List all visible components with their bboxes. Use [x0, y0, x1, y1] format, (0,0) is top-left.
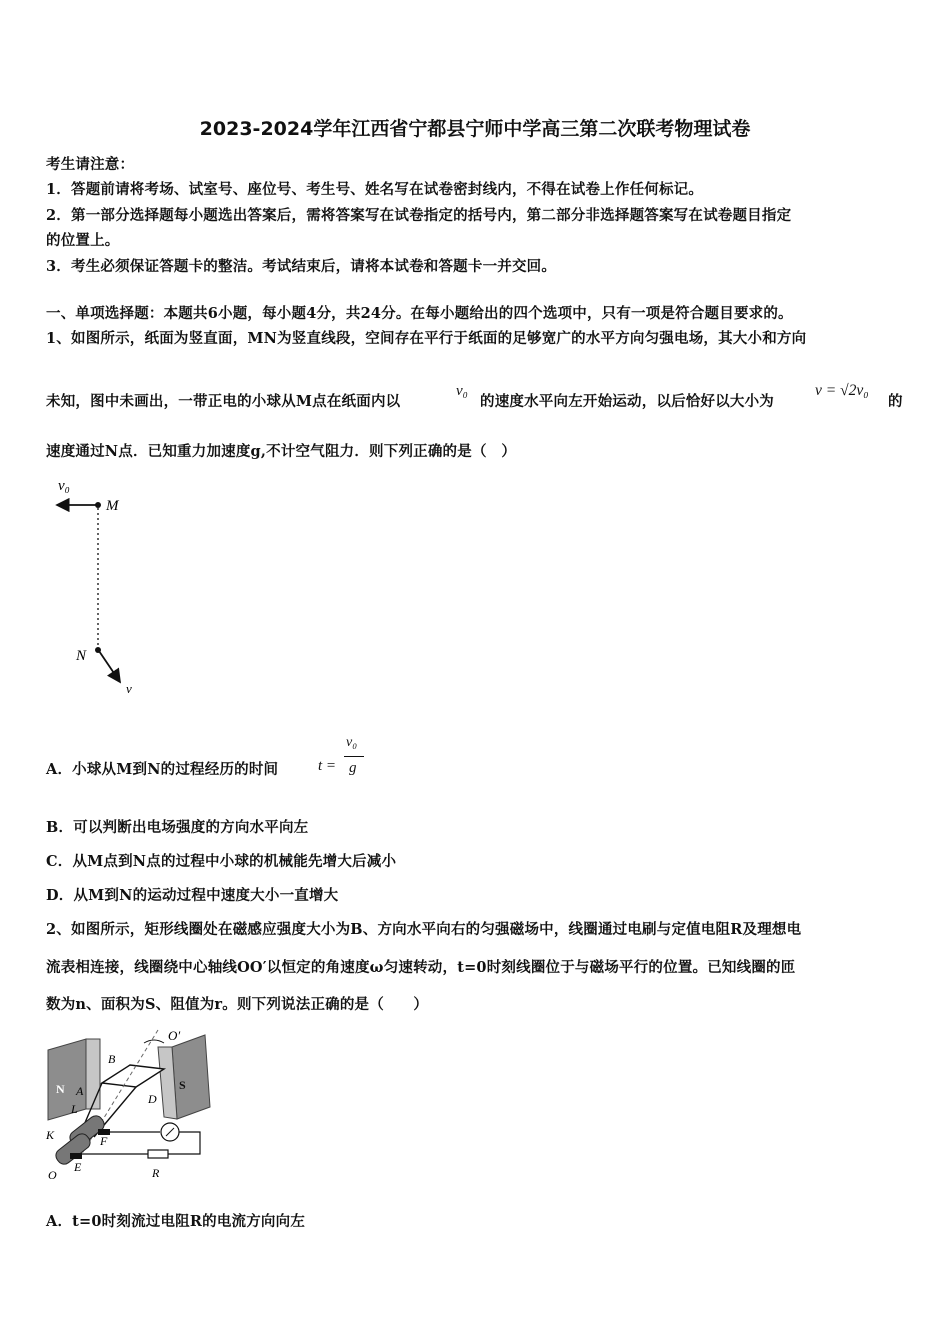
q1-line-2c: 的 [888, 393, 903, 410]
q1-option-a-fraction-bar [344, 756, 364, 757]
q1-line-1: 1、如图所示，纸面为竖直面，MN为竖直线段，空间存在平行于纸面的足够宽广的水平方向匀强电场，其大小和方向 [46, 330, 807, 347]
q2-line-2: 流表相连接，线圈绕中心轴线OO′以恒定的角速度ω匀速转动，t=0时刻线圈位于与磁场平行的位置。已知线圈的匝 [46, 959, 796, 976]
q1-figure [46, 468, 156, 700]
q2-fig-f-label: F [100, 1134, 108, 1148]
notice-heading: 考生请注意： [46, 156, 135, 173]
q1-fig-m-label: M [106, 498, 119, 514]
q2-fig-resistor [148, 1150, 168, 1158]
section-heading: 一、单项选择题：本题共6小题，每小题4分，共24分。在每小题给出的四个选项中，只有一项是符合题目要求的。 [46, 305, 793, 322]
q1-option-b: B．可以判断出电场强度的方向水平向左 [46, 819, 309, 836]
q1-fig-point-m [95, 502, 101, 508]
q1-option-a-numerator: v₀ [346, 735, 358, 750]
q1-fig-v0-label: v₀ [58, 478, 70, 494]
q2-fig-o1-label: O′ [168, 1028, 181, 1043]
q1-speed-formula: v = √2v₀ [815, 382, 869, 399]
q1-fig-v-arrow [99, 651, 120, 682]
notice-item-3: 3．考生必须保证答题卡的整洁。考试结束后，请将本试卷和答题卡一并交回。 [46, 258, 557, 275]
notice-item-1: 1．答题前请将考场、试室号、座位号、考生号、姓名写在试卷密封线内，不得在试卷上作任何标记。 [46, 181, 704, 198]
q2-fig-d-label: D [148, 1092, 157, 1106]
notice-item-2: 2．第一部分选择题每小题选出答案后，需将答案写在试卷指定的括号内，第二部分非选择题答案写在试卷题目指定 [46, 207, 792, 224]
q2-fig-n-label: N [56, 1082, 65, 1096]
q2-fig-l-label: L [71, 1102, 78, 1116]
q2-figure [40, 1025, 225, 1190]
page-title: 2023-2024学年江西省宁都县宁师中学高三第二次联考物理试卷 [199, 118, 751, 140]
q2-fig-b-label: B [108, 1052, 116, 1066]
q2-fig-brush-e [70, 1153, 82, 1159]
q1-fig-n-label: N [76, 648, 87, 664]
q1-v0-symbol: v₀ [456, 383, 468, 399]
q1-fig-v-label: v [126, 681, 132, 696]
q2-fig-k-label: K [46, 1128, 55, 1142]
q1-line-2b: 的速度水平向左开始运动，以后恰好以大小为 [480, 393, 774, 410]
q1-option-a: A．小球从M到N的过程经历的时间 [46, 761, 279, 778]
q2-line-3: 数为n、面积为S、阻值为r。则下列说法正确的是（ ） [46, 996, 429, 1013]
q1-option-d: D．从M到N的运动过程中速度大小一直增大 [46, 887, 339, 904]
q2-fig-rotation-arrow [144, 1040, 164, 1043]
q2-option-a: A．t=0时刻流过电阻R的电流方向向左 [46, 1213, 306, 1230]
q2-fig-r-label: R [152, 1166, 160, 1180]
q1-option-a-denominator: g [349, 760, 357, 776]
q2-fig-magnet-s [172, 1035, 210, 1119]
q2-fig-o-label: O [48, 1168, 57, 1182]
q1-option-a-t: t = [318, 758, 337, 774]
q2-fig-coil [102, 1065, 164, 1087]
q1-line-2a: 未知，图中未画出，一带正电的小球从M点在纸面内以 [46, 393, 401, 410]
notice-item-2-cont: 的位置上。 [46, 232, 120, 249]
q2-fig-magnet-n [48, 1039, 86, 1120]
q2-line-1: 2、如图所示，矩形线圈处在磁感应强度大小为B、方向水平向右的匀强磁场中，线圈通过电刷与定值电阻R及理想电 [46, 921, 802, 938]
q2-fig-a-label: A [76, 1084, 84, 1098]
q1-option-c: C．从M点到N点的过程中小球的机械能先增大后减小 [46, 853, 397, 870]
q2-fig-s-label: S [179, 1078, 186, 1092]
q2-fig-e-label: E [74, 1160, 82, 1174]
q1-line-3: 速度通过N点．已知重力加速度g,不计空气阻力．则下列正确的是（ ） [46, 443, 517, 460]
